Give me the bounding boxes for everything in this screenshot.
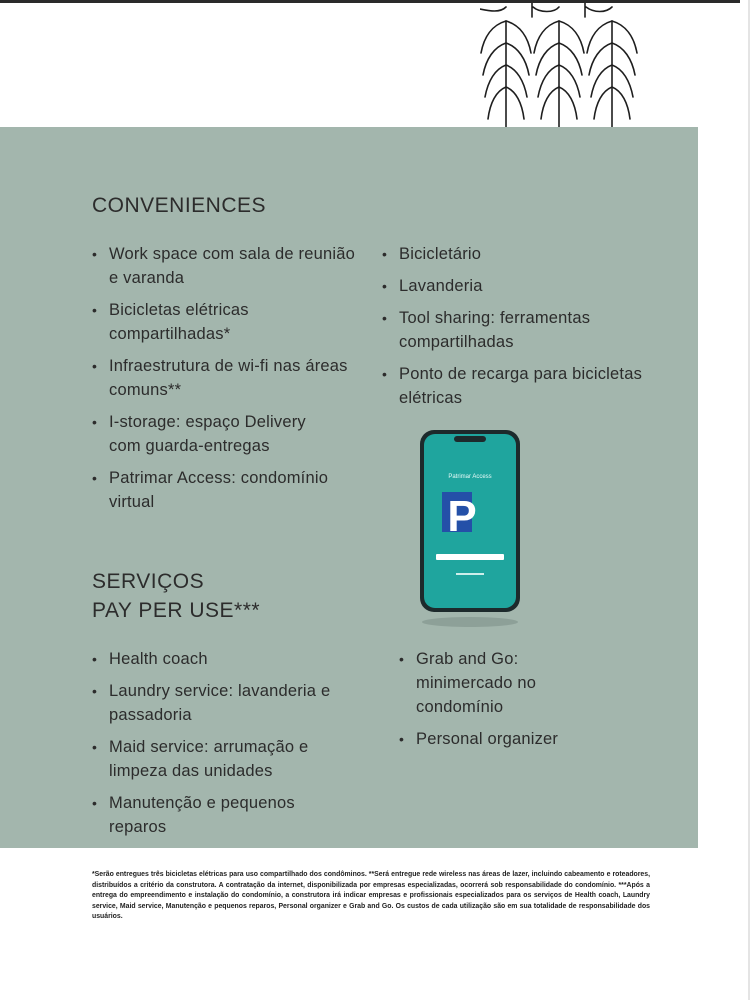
services-right-list (399, 647, 589, 751)
app-logo-letter: P (447, 492, 477, 541)
services-heading-line1: SERVIÇOS (92, 570, 205, 593)
list-item: • Personal organizer (399, 727, 589, 751)
list-item: • Ponto de recarga para bicicletas elétricas (382, 362, 652, 410)
login-field-bar (436, 554, 504, 560)
list-item: • Grab and Go: minimercado no condomínio (399, 647, 589, 719)
list-item: • Lavanderia (382, 274, 652, 298)
conveniences-left-list (92, 242, 362, 514)
app-title-text: Patrimar Access (448, 474, 492, 480)
list-item: • Work space com sala de reunião e varanda (92, 242, 362, 290)
list-item: • Bicicletas elétricas compartilhadas* (92, 298, 362, 346)
list-item: • Patrimar Access: condomínio virtual (92, 466, 362, 514)
services-left-list (92, 647, 362, 839)
phone-mockup (414, 428, 526, 630)
services-heading-line2: PAY PER USE*** (92, 599, 261, 622)
list-item: • Manutenção e pequenos reparos (92, 791, 349, 839)
footnote-text: *Serão entregues três bicicletas elétricas para uso compartilhado dos condôminos. **Será entregue rede wireless nas áreas de lazer, incluindo cabeamento e roteadores, distribuídos a critério da construtora. A contratação da internet, disponibilizada por empresas especializadas, ocorrerá sob responsabilidade do condomínio. ***Após a entrega do empreendimento e instalação do condomínio, a construtora irá indicar empresas e profissionais especializados para os serviços de Health coach, Laundry service, Maid service, Manutenção e pequenos reparos, Personal organizer e Grab and Go. Os custos de cada utilização são em sua totalidade de responsabilidade dos usuários. (92, 871, 650, 921)
list-item: • Tool sharing: ferramentas compartilhadas (382, 306, 652, 354)
palm-leaf-pattern-icon (480, 3, 638, 127)
conveniences-heading: CONVENIENCES (92, 194, 267, 217)
list-item: • Laundry service: lavanderia e passadoria (92, 679, 362, 727)
services-heading (92, 567, 260, 625)
list-item: • Health coach (92, 647, 362, 671)
conveniences-right-list (382, 242, 652, 410)
list-item: • I-storage: espaço Delivery com guarda-entregas (92, 410, 319, 458)
list-item: • Bicicletário (382, 242, 652, 266)
list-item: • Infraestrutura de wi-fi nas áreas comuns** (92, 354, 362, 402)
list-item: • Maid service: arrumação e limpeza das unidades (92, 735, 362, 783)
